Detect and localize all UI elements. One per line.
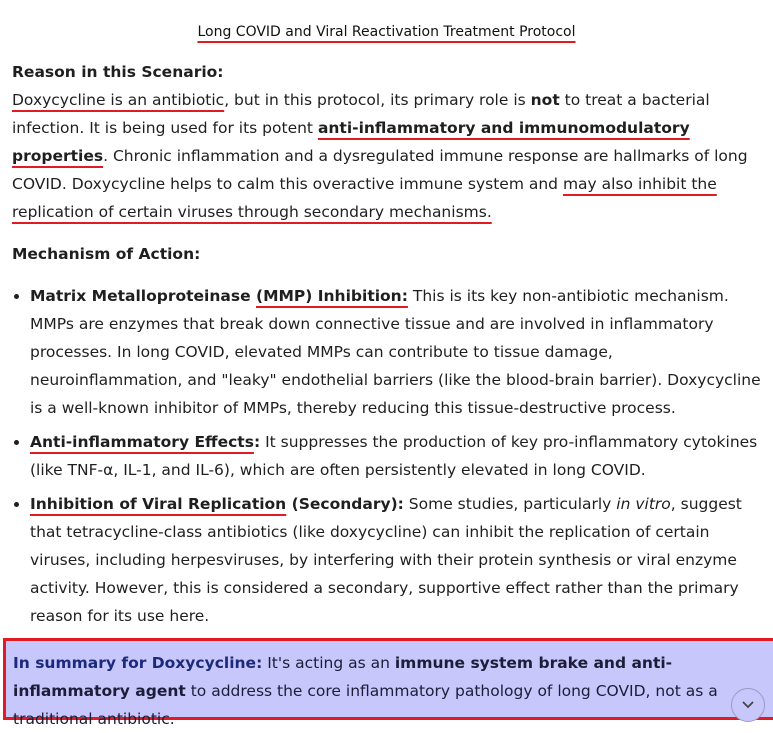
reason-antibiotic-phrase: Doxycycline is an antibiotic [12,91,225,109]
reason-viral-phrase: may also inhibit the replication of certain viruses through secondary mechanisms. [12,175,717,221]
reason-properties-phrase: anti-inflammatory and immunomodulatory properties [12,119,690,165]
scroll-down-button[interactable] [731,688,765,722]
list-item-mmp: • Matrix Metalloproteinase (MMP) Inhibition: This is its key non-antibiotic mechanism. MMPs are enzymes that break down connective tissue and are involved in inflammatory processes. In long COVID, elevated MMPs can contribute to tissue damage, neuroinflammation, and "leaky" endothelial barriers (like the blood-brain barrier). Doxycycline is a well-known inhibitor of MMPs, thereby reducing this tissue-destructive process. [30,282,764,422]
summary-lead: In summary for Doxycycline: [13,654,263,672]
reason-heading: Reason in this Scenario: [12,63,224,81]
viral-replication-term: Inhibition of Viral Replication [30,495,287,513]
mechanism-heading: Mechanism of Action: [12,245,201,263]
anti-inflammatory-term: Anti-inflammatory Effects [30,433,254,451]
mechanism-list [12,282,764,630]
document-title-text: Long COVID and Viral Reactivation Treatment Protocol [197,24,576,40]
list-item-viral-replication: • Inhibition of Viral Replication (Secondary): Some studies, particularly in vitro, suggest that tetracycline-class antibiotics (like doxycycline) can inhibit the replication of certain viruses, including herpesviruses, by interfering with their protein synthesis or viral enzyme activity. However, this is considered a secondary, supportive effect rather than the primary reason for its use here. [30,490,764,630]
chevron-down-icon [741,700,755,710]
summary-emphasis: immune system brake and anti-inflammatory agent [13,654,673,700]
summary-box: In summary for Doxycycline: It's acting as an immune system brake and anti-inflammatory agent to address the core inflammatory pathology of long COVID, not as a traditional antibiotic. [3,638,773,720]
document-title [0,24,773,42]
reason-paragraph: Doxycycline is an antibiotic, but in this protocol, its primary role is not to treat a bacterial infection. It is being used for its potent anti-inflammatory and immunomodulatory properties. Chronic inflammation and a dysregulated immune response are hallmarks of long COVID. Doxycycline helps to calm this overactive immune system and may also inhibit the replication of certain viruses through secondary mechanisms. [12,91,748,221]
document-body [12,58,764,636]
list-item-anti-inflammatory: • Anti-inflammatory Effects: It suppresses the production of key pro-inflammatory cytokines (like TNF-α, IL-1, and IL-6), which are often persistently elevated in long COVID. [30,428,764,484]
reason-not-emphasis: not [530,91,560,109]
mmp-term: (MMP) Inhibition: [255,287,408,305]
